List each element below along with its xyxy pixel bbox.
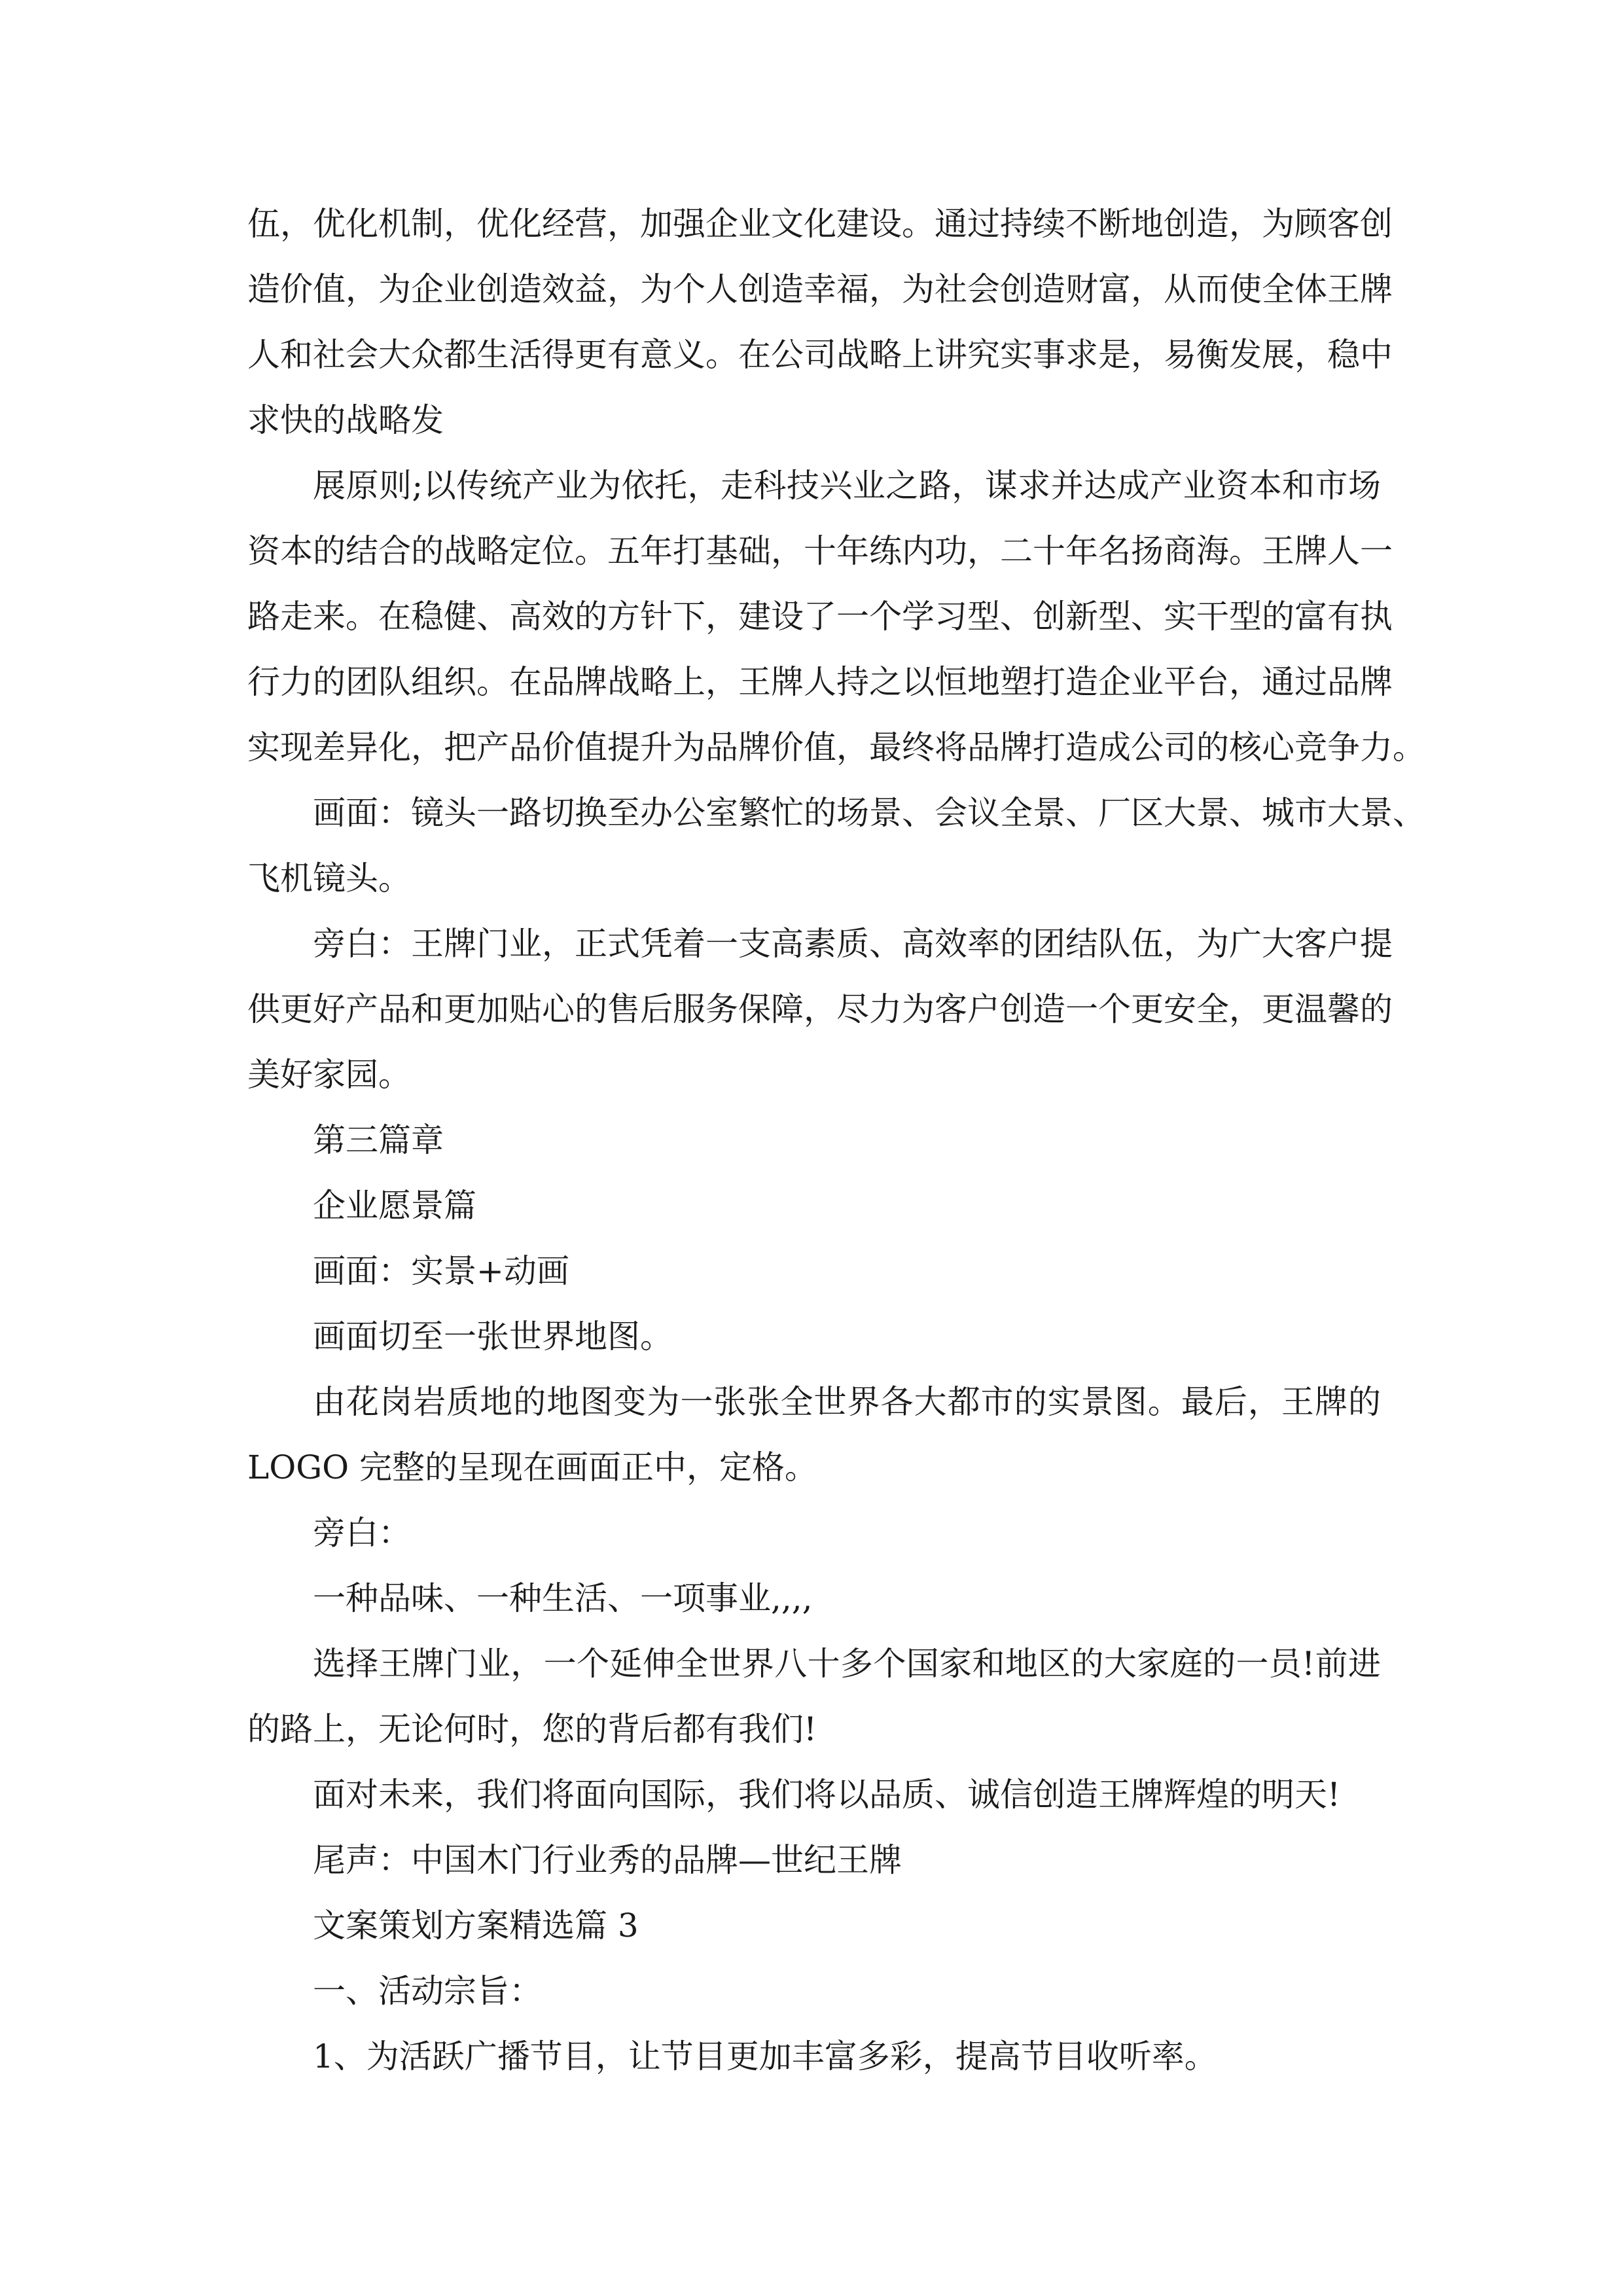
text-line: 飞机镜头。	[247, 859, 411, 897]
paragraph	[247, 1304, 1381, 1369]
text-line: 一种品味、一种生活、一项事业,,,,	[313, 1579, 813, 1617]
paragraph	[247, 1173, 1381, 1238]
paragraph	[247, 1631, 1381, 1762]
paragraph	[247, 191, 1393, 453]
paragraph	[247, 2024, 1381, 2089]
text-line: 文案策划方案精选篇 3	[313, 1907, 639, 1945]
document-body	[247, 191, 1425, 2089]
text-line: 1、为活跃广播节目，让节目更加丰富多彩，提高节目收听率。	[313, 2037, 1217, 2075]
text-line: LOGO 完整的呈现在画面正中，定格。	[247, 1448, 818, 1486]
text-line: 画面：镜头一路切换至办公室繁忙的场景、会议全景、厂区大景、城市大景、	[313, 794, 1425, 832]
text-line: 求快的战略发	[247, 401, 444, 439]
paragraph	[247, 1238, 1381, 1304]
paragraph	[247, 1827, 1381, 1893]
text-line: 画面：实景+动画	[313, 1252, 569, 1290]
text-line: 的路上，无论何时，您的背后都有我们!	[247, 1710, 817, 1748]
text-line: 美好家园。	[247, 1056, 411, 1094]
text-line: 尾声：中国木门行业秀的品牌—世纪王牌	[313, 1841, 902, 1879]
text-line: 资本的结合的战略定位。五年打基础，十年练内功，二十年名扬商海。王牌人一	[247, 532, 1393, 570]
text-line: 面对未来，我们将面向国际，我们将以品质、诚信创造王牌辉煌的明天!	[313, 1776, 1341, 1814]
text-line: 行力的团队组织。在品牌战略上，王牌人持之以恒地塑打造企业平台，通过品牌	[247, 663, 1393, 701]
text-line: 实现差异化，把产品价值提升为品牌价值，最终将品牌打造成公司的核心竞争力。	[247, 728, 1425, 766]
paragraph	[247, 453, 1425, 780]
paragraph	[247, 1369, 1381, 1500]
paragraph	[247, 1107, 1381, 1173]
paragraph	[247, 1958, 1381, 2024]
paragraph	[247, 780, 1425, 911]
paragraph	[247, 911, 1393, 1107]
text-line: 一、活动宗旨：	[313, 1972, 542, 2010]
text-line: 伍，优化机制，优化经营，加强企业文化建设。通过持续不断地创造，为顾客创	[247, 205, 1393, 243]
paragraph	[247, 1500, 1381, 1566]
text-line: 旁白：王牌门业，正式凭着一支高素质、高效率的团结队伍，为广大客户提	[313, 925, 1393, 963]
text-line: 第三篇章	[313, 1121, 444, 1159]
text-line: 供更好产品和更加贴心的售后服务保障，尽力为客户创造一个更安全，更温馨的	[247, 990, 1393, 1028]
paragraph	[247, 1566, 1381, 1631]
paragraph	[247, 1762, 1381, 1827]
text-line: 造价值，为企业创造效益，为个人创造幸福，为社会创造财富，从而使全体王牌	[247, 270, 1393, 308]
text-line: 画面切至一张世界地图。	[313, 1318, 673, 1355]
text-line: 旁白：	[313, 1514, 411, 1552]
text-line: 由花岗岩质地的地图变为一张张全世界各大都市的实景图。最后，王牌的	[313, 1383, 1381, 1421]
text-line: 选择王牌门业，一个延伸全世界八十多个国家和地区的大家庭的一员!前进	[313, 1645, 1381, 1683]
text-line: 人和社会大众都生活得更有意义。在公司战略上讲究实事求是，易衡发展，稳中	[247, 336, 1393, 374]
text-line: 路走来。在稳健、高效的方针下，建设了一个学习型、创新型、实干型的富有执	[247, 598, 1393, 636]
text-line: 展原则;以传统产业为依托，走科技兴业之路，谋求并达成产业资本和市场	[313, 467, 1381, 505]
paragraph	[247, 1893, 1381, 1958]
text-line: 企业愿景篇	[313, 1187, 476, 1225]
